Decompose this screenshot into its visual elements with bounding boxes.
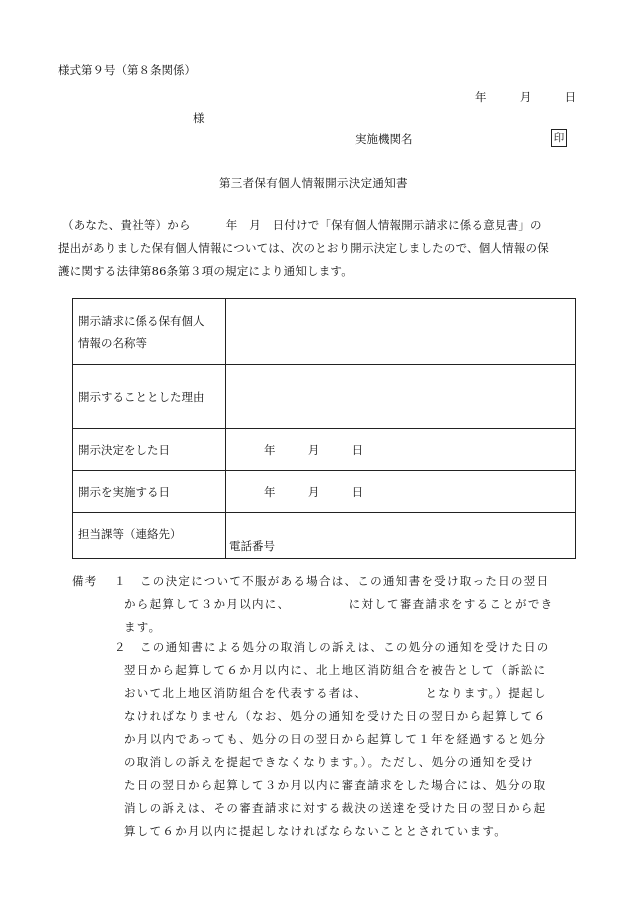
note-2-line: 消しの訴えは、その審査請求に対する裁決の送達を受けた日の翌日から起 xyxy=(124,801,547,815)
table-row xyxy=(73,513,576,559)
note-1-line: から起算して３か月以内に、 に対して審査請求をすることができ xyxy=(124,597,554,611)
note-2-line: か月以内であっても、処分の日の翌日から起算して１年を経過すると処分 xyxy=(124,732,547,746)
form-number: 様式第９号（第８条関係） xyxy=(58,63,196,77)
row-value-implementation-date: 年 月 日 xyxy=(226,471,576,513)
document-title: 第三者保有個人情報開示決定通知書 xyxy=(219,176,408,190)
note-2-number: ２ xyxy=(114,640,127,654)
agency-label: 実施機関名 xyxy=(355,132,413,146)
seal-mark: 印 xyxy=(551,129,567,147)
note-2-line: おいて北上地区消防組合を代表する者は、 となります。）提起し xyxy=(124,686,547,700)
note-1-line: ます。 xyxy=(124,620,162,634)
body-line-2: 提出がありました保有個人情報については、次のとおり開示決定しましたので、個人情報の保 xyxy=(58,241,549,255)
day-label: 日 xyxy=(564,90,577,104)
body-line-1: （あなた、貴社等）から 年 月 日付けで「保有個人情報開示請求に係る意見書」の xyxy=(62,218,542,232)
note-1-line: この決定について不服がある場合は、この通知書を受け取った日の翌日 xyxy=(140,574,550,588)
issue-date xyxy=(475,89,576,105)
addressee-suffix: 様 xyxy=(193,111,205,125)
row-value-reason xyxy=(226,365,576,429)
row-label-decision-date: 開示決定をした日 xyxy=(73,429,226,471)
note-2-line: 翌日から起算して６か月以内に、北上地区消防組合を被告として（訴訟に xyxy=(124,663,547,677)
table-row xyxy=(73,299,576,365)
row-value-contact: 電話番号 xyxy=(226,513,576,559)
row-value-info-name xyxy=(226,299,576,365)
table-row xyxy=(73,365,576,429)
month-label: 月 xyxy=(519,90,532,104)
table-row xyxy=(73,429,576,471)
row-label-implementation-date: 開示を実施する日 xyxy=(73,471,226,513)
note-2-line: た日の翌日から起算して３か月以内に審査請求をした場合には、処分の取 xyxy=(124,778,547,792)
notes-heading: 備考 xyxy=(72,574,98,588)
note-2-line: 算して６か月以内に提起しなければならないこととされています。 xyxy=(124,824,508,838)
row-label-contact: 担当課等（連絡先） xyxy=(73,513,226,559)
body-line-3: 護に関する法律第86条第３項の規定により通知します。 xyxy=(58,264,353,278)
note-2-line: の取消しの訴えを提起できなくなります。）。ただし、処分の通知を受け xyxy=(124,755,534,769)
row-value-decision-date: 年 月 日 xyxy=(226,429,576,471)
table-row xyxy=(73,471,576,513)
note-1-number: １ xyxy=(114,574,127,588)
row-label-reason: 開示することとした理由 xyxy=(73,365,226,429)
year-label: 年 xyxy=(475,90,487,104)
note-2-line: この通知書による処分の取消しの訴えは、この処分の通知を受けた日の xyxy=(140,640,550,654)
row-label-info-name: 開示請求に係る保有個人 情報の名称等 xyxy=(73,299,226,365)
disclosure-info-table xyxy=(72,298,576,559)
note-2-line: なければなりません（なお、処分の通知を受けた日の翌日から起算して６ xyxy=(124,709,547,723)
